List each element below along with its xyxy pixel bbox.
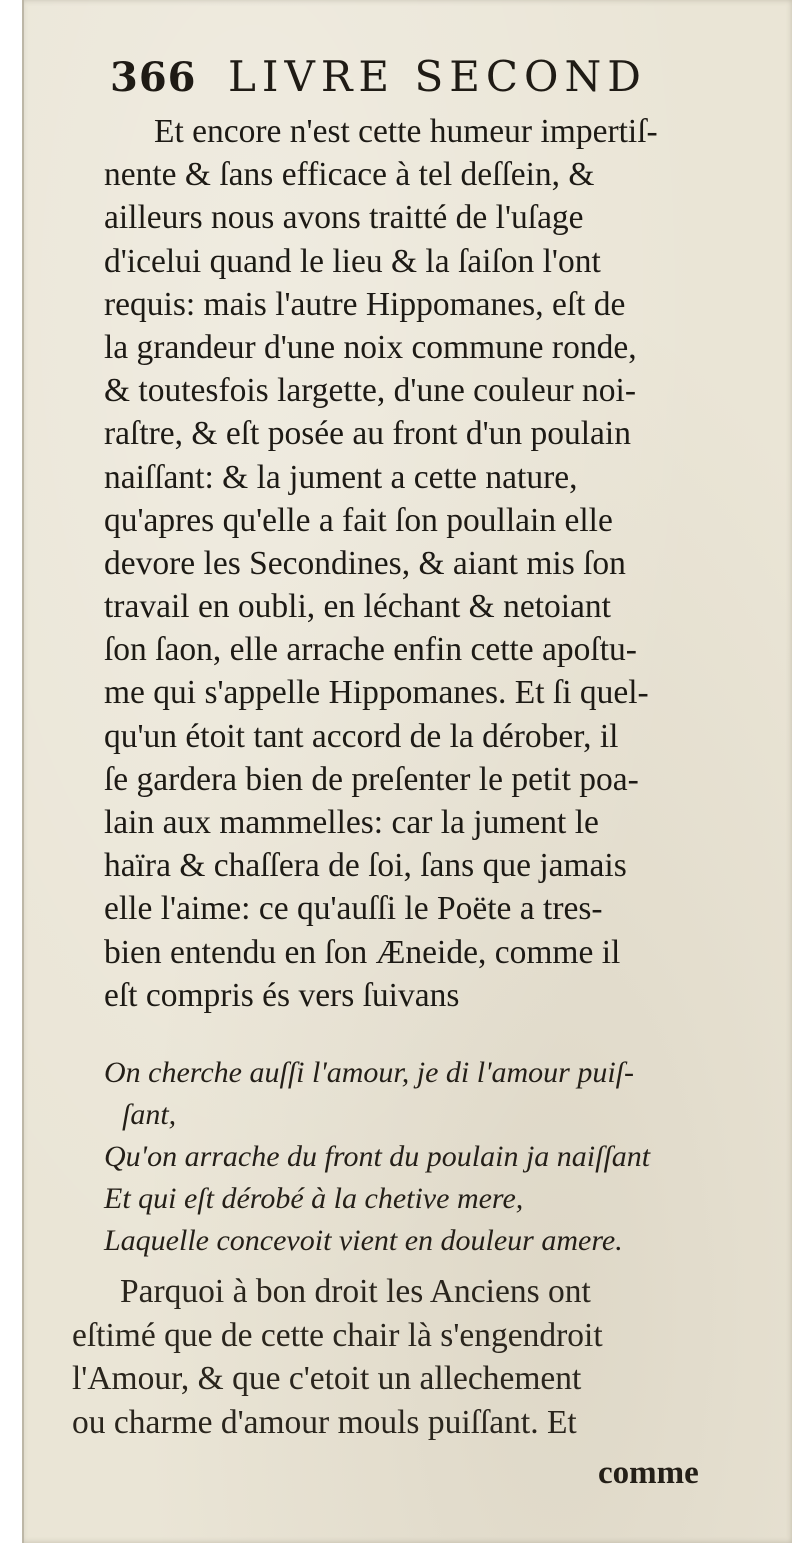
- paragraph-2: [72, 1270, 752, 1444]
- text-line: ſon ſaon, elle arrache enfin cette apoſtu-: [104, 631, 637, 669]
- running-title: LIVRE SECOND: [228, 52, 647, 101]
- text-line: qu'apres qu'elle a fait ſon poullain elle: [104, 501, 613, 539]
- text-line: ſe gardera bien de preſenter le petit poa-: [104, 760, 639, 798]
- text-line: raſtre, & eſt posée au front d'un poulain: [104, 415, 631, 453]
- text-line: travail en oubli, en léchant & netoiant: [104, 588, 611, 626]
- text-line: eſtimé que de cette chair là s'engendroit: [72, 1316, 603, 1354]
- verse-line: Qu'on arrache du front du poulain ja naiſſant: [104, 1140, 651, 1173]
- verse-quotation: [104, 1052, 744, 1262]
- text-line: d'icelui quand le lieu & la ſaiſon l'ont: [104, 242, 601, 280]
- text-line: ou charme d'amour mouls puiſſant. Et: [72, 1403, 577, 1441]
- text-line: devore les Secondines, & aiant mis ſon: [104, 544, 626, 582]
- text-line: nente & ſans efficace à tel deſſein, &: [104, 156, 595, 194]
- text-line: requis: mais l'autre Hippomanes, eſt de: [104, 285, 626, 323]
- page-header: [110, 48, 670, 108]
- text-line: bien entendu en ſon Æneide, comme il: [104, 933, 621, 971]
- text-line: naiſſant: & la jument a cette nature,: [104, 458, 578, 496]
- verse-line: Et qui eſt dérobé à la chetive mere,: [104, 1182, 524, 1215]
- verse-line: ſant,: [122, 1098, 177, 1131]
- text-line: Parquoi à bon droit les Anciens ont: [120, 1273, 591, 1310]
- text-line: elle l'aime: ce qu'auſſi le Poëte a tres-: [104, 890, 603, 928]
- text-line: me qui s'appelle Hippomanes. Et ſi quel-: [104, 674, 649, 712]
- page-edge: [22, 0, 24, 1543]
- verse-line: Laquelle concevoit vient en douleur amere.: [104, 1224, 623, 1257]
- text-line: Et encore n'est cette humeur impertiſ-: [154, 113, 658, 150]
- text-line: ailleurs nous avons traitté de l'uſage: [104, 199, 584, 237]
- text-line: haïra & chaſſera de ſoi, ſans que jamais: [104, 847, 627, 885]
- catchword: comme: [598, 1455, 699, 1491]
- paragraph-1: [104, 110, 774, 1017]
- text-line: lain aux mammelles: car la jument le: [104, 804, 599, 841]
- verse-line: On cherche auſſi l'amour, je di l'amour puiſ-: [104, 1056, 634, 1089]
- text-line: eſt compris és vers ſuivans: [104, 976, 460, 1014]
- page-number: 366: [110, 54, 197, 101]
- text-line: qu'un étoit tant accord de la dérober, il: [104, 717, 619, 755]
- text-line: la grandeur d'une noix commune ronde,: [104, 328, 637, 366]
- text-line: & toutesfois largette, d'une couleur noi-: [104, 372, 636, 410]
- text-line: l'Amour, & que c'etoit un allechement: [72, 1360, 582, 1397]
